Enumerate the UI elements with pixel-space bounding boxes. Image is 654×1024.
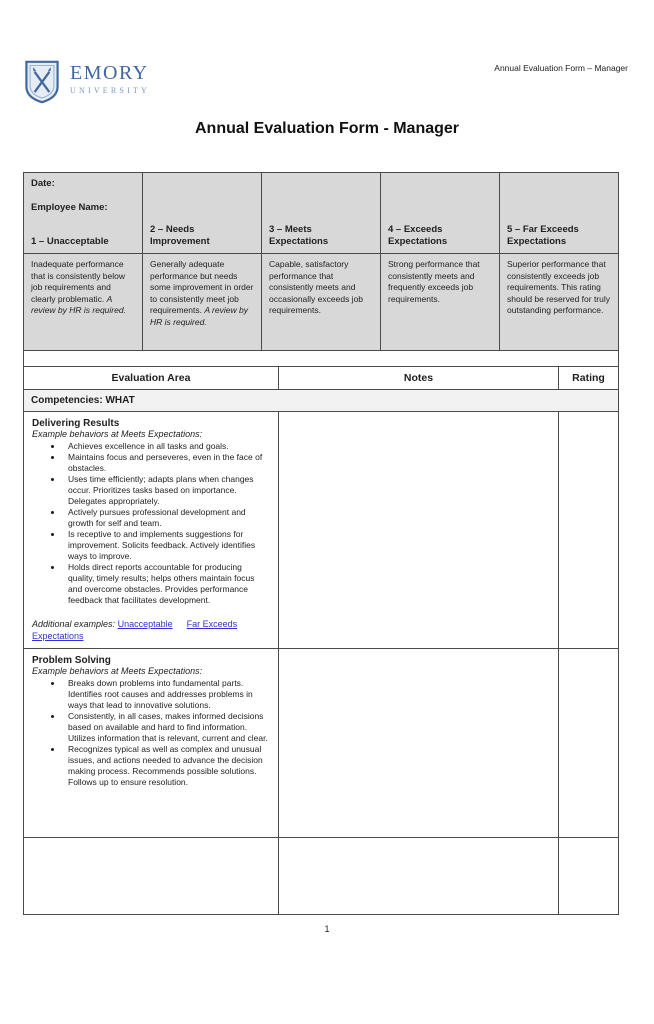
rating-2-description: Generally adequate performance but needs some improvement in order to consistently meet job requirements. A review by HR is required. bbox=[143, 254, 262, 351]
delivering-results-title: Delivering Results bbox=[32, 418, 120, 429]
delivering-results-row bbox=[24, 412, 619, 649]
delivering-results-notes-cell bbox=[279, 412, 559, 649]
emory-logo bbox=[23, 60, 150, 104]
problem-solving-row bbox=[24, 649, 619, 838]
page-number: 1 bbox=[324, 924, 330, 934]
rating-1-description: Inadequate performance that is consistently below job requirements and clearly problematic. A review by HR is required. bbox=[24, 254, 143, 351]
competencies-what-label: Competencies: WHAT bbox=[24, 390, 619, 412]
rating-scale-header-row bbox=[24, 173, 619, 254]
empty-rating-cell bbox=[559, 838, 619, 915]
rating-scale-cell-4 bbox=[381, 173, 500, 254]
bullet-item: • Breaks down problems into fundamental parts. Identifies root causes and addresses problems in ways that lead to innovative solutions. bbox=[63, 678, 270, 711]
evaluation-area-header: Evaluation Area bbox=[24, 367, 279, 390]
rating-5-label: 5 – Far Exceeds Expectations bbox=[507, 224, 579, 247]
delivering-results-subtitle: Example behaviors at Meets Expectations: bbox=[32, 429, 203, 439]
rating-scale-cell-3 bbox=[262, 173, 381, 254]
additional-examples bbox=[32, 618, 270, 642]
rating-header: Rating bbox=[559, 367, 619, 390]
bullet-item: • Recognizes typical as well as complex and unusual issues, and actions needed to advance the decision making process. Recommends possible solutions. Follows up to ensure resolution. bbox=[63, 744, 270, 788]
rating-3-label: 3 – Meets Expectations bbox=[269, 224, 329, 247]
additional-examples-label: Additional examples: bbox=[32, 619, 116, 629]
emory-logo-sub: UNIVERSITY bbox=[70, 86, 150, 95]
rating-4-label: 4 – Exceeds Expectations bbox=[388, 224, 448, 247]
rating-5-description: Superior performance that consistently exceeds job requirements. This rating should be reserved for truly outstanding performance. bbox=[500, 254, 619, 351]
evaluation-header-row bbox=[24, 367, 619, 390]
rating-scale-spacer-row bbox=[24, 351, 619, 367]
notes-header: Notes bbox=[279, 367, 559, 390]
employee-name-label: Employee Name: bbox=[31, 202, 108, 213]
date-label: Date: bbox=[31, 178, 55, 189]
rating-3-description: Capable, satisfactory performance that consistently meets and occasionally exceeds job requirements. bbox=[262, 254, 381, 351]
bullet-item: • Maintains focus and perseveres, even in the face of obstacles. bbox=[63, 452, 270, 474]
delivering-results-rating-cell bbox=[559, 412, 619, 649]
competencies-what-row bbox=[24, 390, 619, 412]
bullet-item: • Achieves excellence in all tasks and goals. bbox=[63, 441, 270, 452]
emory-logo-text bbox=[70, 60, 150, 95]
bullet-item: • Uses time efficiently; adapts plans when changes occur. Prioritizes tasks based on importance. Delegates appropriately. bbox=[63, 474, 270, 507]
delivering-results-bullets bbox=[32, 441, 270, 606]
empty-notes-cell bbox=[279, 838, 559, 915]
problem-solving-notes-cell bbox=[279, 649, 559, 838]
problem-solving-bullets bbox=[32, 678, 270, 788]
page-title: Annual Evaluation Form - Manager bbox=[194, 120, 460, 137]
rating-scale-cell-2 bbox=[143, 173, 262, 254]
delivering-results-area-cell bbox=[24, 412, 279, 649]
emory-shield-icon bbox=[23, 60, 61, 104]
rating-scale-cell-5 bbox=[500, 173, 619, 254]
far-exceeds-examples-link[interactable]: Far Exceeds Expectations bbox=[32, 619, 238, 641]
problem-solving-subtitle: Example behaviors at Meets Expectations: bbox=[32, 666, 203, 676]
bullet-item: • Actively pursues professional development and growth for self and team. bbox=[63, 507, 270, 529]
bullet-item: • Consistently, in all cases, makes informed decisions based on available and hard to find information. Utilizes information that is relevant, current and clear. bbox=[63, 711, 270, 744]
rating-4-description: Strong performance that consistently meets and frequently exceeds job requirements. bbox=[381, 254, 500, 351]
rating-scale-table bbox=[23, 172, 619, 367]
bullet-item: • Holds direct reports accountable for producing quality, timely results; helps others maintain focus and overcome obstacles. Provides performance feedback that facilitates development. bbox=[63, 562, 270, 606]
emory-logo-name: EMORY bbox=[70, 62, 149, 84]
hr-review-note: A review by HR is required. bbox=[150, 305, 248, 327]
running-header: Annual Evaluation Form – Manager bbox=[494, 63, 628, 73]
empty-area-cell bbox=[24, 838, 279, 915]
evaluation-table bbox=[23, 366, 619, 915]
problem-solving-area-cell bbox=[24, 649, 279, 838]
rating-2-label: 2 – Needs Improvement bbox=[150, 224, 210, 247]
page-header bbox=[0, 0, 654, 104]
rating-scale-cell-1 bbox=[24, 173, 143, 254]
empty-row bbox=[24, 838, 619, 915]
unacceptable-examples-link[interactable]: Unacceptable bbox=[117, 619, 173, 629]
problem-solving-title: Problem Solving bbox=[32, 655, 111, 666]
rating-1-label: 1 – Unacceptable bbox=[31, 235, 109, 247]
rating-scale-description-row bbox=[24, 254, 619, 351]
bullet-item: • Is receptive to and implements suggestions for improvement. Solicits feedback. Actively identifies ways to improve. bbox=[63, 529, 270, 562]
hr-review-note: A review by HR is required. bbox=[31, 293, 126, 315]
problem-solving-rating-cell bbox=[559, 649, 619, 838]
